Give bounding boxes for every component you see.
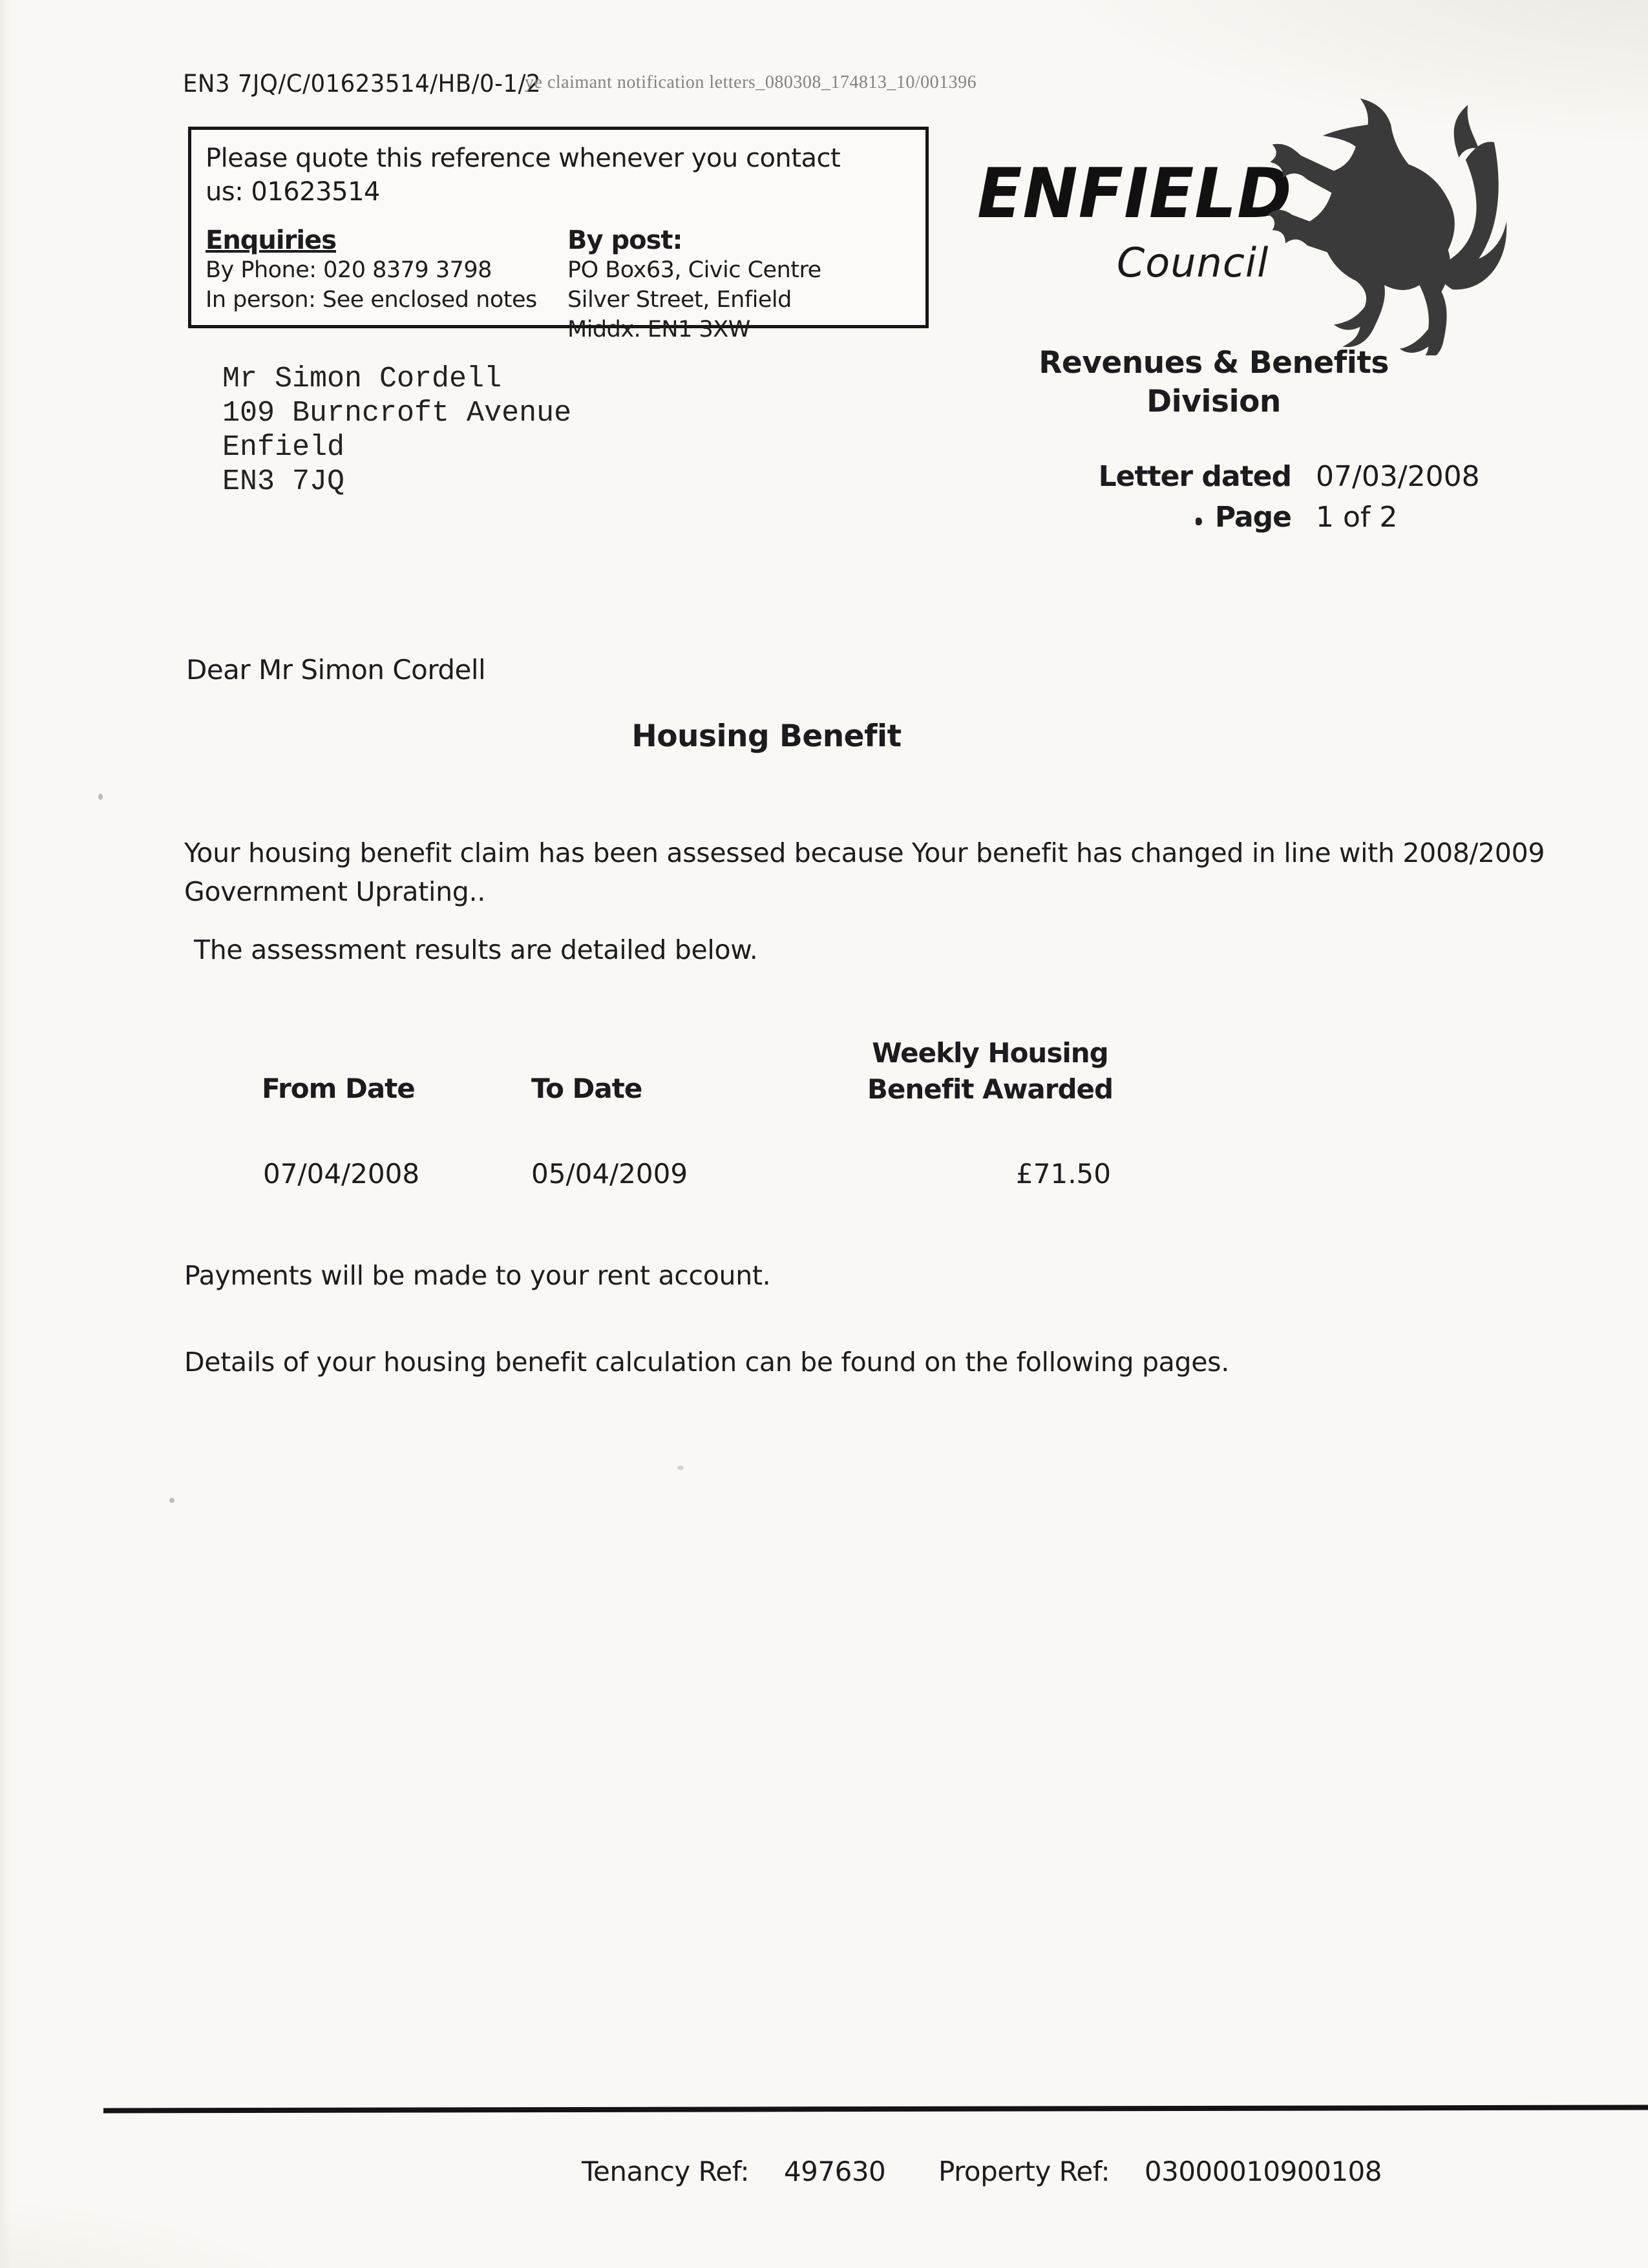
- in-person-line: In person: See enclosed notes: [206, 287, 537, 313]
- tenancy-ref-label: Tenancy Ref:: [582, 2156, 750, 2187]
- body-paragraph: Details of your housing benefit calculation can be found on the following pages.: [184, 1347, 1229, 1378]
- enfield-heraldic-beast-icon: [1262, 92, 1507, 355]
- division-title: [968, 344, 1459, 421]
- enquiries-column: [206, 226, 567, 344]
- post-address-line: Silver Street, Enfield: [567, 287, 792, 313]
- recipient-postcode: EN3 7JQ: [222, 465, 345, 498]
- enquiries-heading: Enquiries: [206, 226, 336, 255]
- page-label: Page: [969, 501, 1291, 534]
- post-address-line: Middx. EN1 3XW: [567, 317, 750, 342]
- quote-reference-line: Please quote this reference whenever you contact us: 01623514: [206, 143, 841, 207]
- print-batch-note: ye claimant notification letters_080308_174813_10/001396: [525, 72, 977, 92]
- by-post-heading: By post:: [567, 226, 682, 255]
- scan-speck: [169, 1498, 174, 1503]
- contact-reference-box: [188, 127, 929, 342]
- division-line1: Revenues & Benefits: [1039, 345, 1389, 381]
- property-ref-value: 03000010900108: [1144, 2156, 1382, 2187]
- letter-dated-label: Letter dated: [1098, 460, 1291, 493]
- table-cell-to-date: 05/04/2009: [531, 1158, 688, 1190]
- table-cell-amount: £71.50: [1016, 1158, 1111, 1190]
- letter-meta: [969, 460, 1525, 541]
- table-header-weekly-line1: Weekly Housing: [872, 1037, 1108, 1069]
- table-header-weekly-line2: Benefit Awarded: [867, 1073, 1114, 1105]
- page-row: [969, 501, 1525, 534]
- scan-speck: [677, 1465, 684, 1470]
- table-header-to-date: To Date: [531, 1073, 642, 1104]
- body-paragraph: The assessment results are detailed below.: [194, 934, 758, 965]
- table-cell-from-date: 07/04/2008: [263, 1158, 420, 1190]
- recipient-name: Mr Simon Cordell: [222, 362, 502, 395]
- recipient-address: [222, 362, 571, 499]
- tenancy-ref-value: 497630: [783, 2156, 886, 2187]
- recipient-town: Enfield: [222, 431, 345, 464]
- table-header-weekly-benefit: [865, 1035, 1115, 1108]
- salutation: Dear Mr Simon Cordell: [186, 654, 486, 686]
- body-paragraph: Payments will be made to your rent account.: [184, 1260, 771, 1291]
- letter-dated-value: 07/03/2008: [1316, 460, 1480, 493]
- footer-references: [582, 2156, 1382, 2187]
- letter-heading: Housing Benefit: [631, 719, 902, 754]
- letter-dated-row: [969, 460, 1525, 493]
- council-logo-subtitle: Council: [1117, 239, 1269, 286]
- phone-line: By Phone: 020 8379 3798: [206, 257, 492, 283]
- claim-reference-code: EN3 7JQ/C/01623514/HB/0-1/2: [183, 70, 542, 98]
- council-logo-wordmark: ENFIELD: [977, 154, 1293, 233]
- post-address-line: PO Box63, Civic Centre: [567, 257, 821, 283]
- footer-divider-line: [103, 2105, 1648, 2113]
- body-paragraph: Your housing benefit claim has been assessed because Your benefit has changed in line with 2008/2009 Government Uprating..: [184, 837, 1545, 907]
- by-post-column: [567, 226, 871, 344]
- recipient-street: 109 Burncroft Avenue: [222, 397, 572, 430]
- table-header-from-date: From Date: [262, 1073, 415, 1104]
- scan-speck: [98, 793, 103, 800]
- property-ref-label: Property Ref:: [938, 2156, 1110, 2187]
- ink-speck: [1196, 518, 1202, 525]
- page-value: 1 of 2: [1316, 501, 1398, 534]
- contact-columns: [206, 226, 911, 344]
- division-line2: Division: [1146, 384, 1281, 419]
